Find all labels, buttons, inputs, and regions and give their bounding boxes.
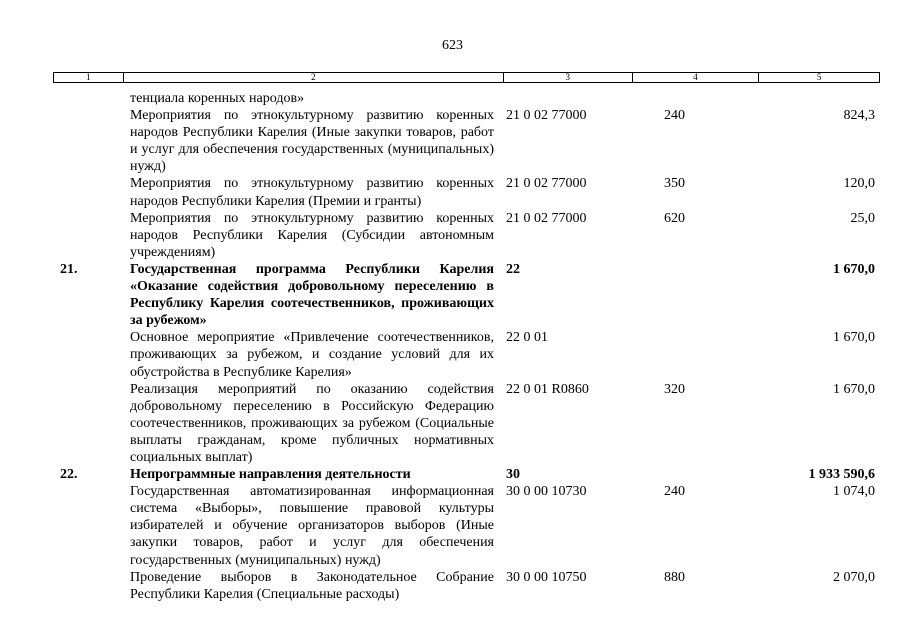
- row-code: 22: [506, 261, 520, 277]
- row-code: 30: [506, 467, 520, 483]
- row-number: 22.: [60, 467, 78, 483]
- row-amount: 120,0: [843, 176, 875, 192]
- row-name: Мероприятия по этнокультурному развитию коренных народов Республики Карелия (Иные закупки товаров, работ и услуг для обеспечения государственных (муниципальных) нужд): [130, 108, 494, 175]
- row-name: Государственная программа Республики Карелия «Оказание содействия добровольному переселению в Республику Карелия соотечественников, проживающих за рубежом»: [130, 261, 494, 329]
- column-header-3: 3: [504, 73, 633, 82]
- row-amount: 2 070,0: [833, 569, 875, 585]
- row-code: 22 0 01: [506, 330, 548, 346]
- row-name: тенциала коренных народов»: [130, 91, 305, 106]
- row-name: Непрограммные направления деятельности: [130, 467, 411, 483]
- table-row: [0, 210, 905, 261]
- row-name: Основное мероприятие «Привлечение соотечественников, проживающих за рубежом, и создание условий для их обустройства в Республике Карелия»: [130, 330, 494, 380]
- row-name: Реализация мероприятий по оказанию содействия добровольному переселению в Российскую Федерацию соотечественников, проживающих за рубежом (Социальные выплаты гражданам, кроме публичных нормативных социальных выплат): [130, 381, 494, 465]
- row-name: Мероприятия по этнокультурному развитию коренных народов Республики Карелия (Субсидии автономным учреждениям): [130, 210, 494, 260]
- table-row: [0, 569, 905, 603]
- row-expense-type: 240: [664, 108, 685, 124]
- row-code: 22 0 01 R0860: [506, 381, 589, 397]
- budget-table: [0, 90, 905, 603]
- page-number: 623: [442, 38, 463, 53]
- row-name: Государственная автоматизированная информационная система «Выборы», повышение правовой культуры избирателей и обучение организаторов выборов (Иные закупки товаров, работ и услуг для обеспечения государственных (муниципальных) нужд): [130, 484, 494, 568]
- row-name: Мероприятия по этнокультурному развитию коренных народов Республики Карелия (Премии и гранты): [130, 176, 494, 209]
- column-header-2: 2: [124, 73, 504, 82]
- table-row: [0, 107, 905, 175]
- table-row: [0, 261, 905, 329]
- row-name: Проведение выборов в Законодательное Собрание Республики Карелия (Специальные расходы): [130, 569, 494, 602]
- row-expense-type: 880: [664, 569, 685, 585]
- row-code: 30 0 00 10730: [506, 484, 587, 500]
- column-header-5: 5: [816, 72, 822, 82]
- table-row: [0, 329, 905, 380]
- column-header-1: 1: [54, 73, 124, 82]
- row-amount: 25,0: [850, 210, 875, 226]
- table-row: [0, 175, 905, 209]
- row-expense-type: 350: [664, 176, 685, 192]
- row-amount: 1 074,0: [833, 484, 875, 500]
- table-row: [0, 483, 905, 568]
- table-row: [0, 466, 905, 483]
- row-amount: 1 670,0: [833, 381, 875, 397]
- row-code: 21 0 02 77000: [506, 108, 587, 124]
- row-expense-type: 620: [664, 210, 685, 226]
- column-header-row: [53, 72, 880, 83]
- row-code: 30 0 00 10750: [506, 569, 587, 585]
- row-code: 21 0 02 77000: [506, 210, 587, 226]
- row-amount: 824,3: [843, 108, 875, 124]
- row-expense-type: 320: [664, 381, 685, 397]
- row-number: 21.: [60, 261, 78, 277]
- row-amount: 1 670,0: [833, 261, 875, 277]
- row-amount: 1 933 590,6: [808, 467, 875, 483]
- row-code: 21 0 02 77000: [506, 176, 587, 192]
- row-expense-type: 240: [664, 484, 685, 500]
- table-row: [0, 381, 905, 466]
- row-amount: 1 670,0: [833, 330, 875, 346]
- column-header-4: 4: [633, 73, 760, 82]
- table-row: [0, 90, 905, 107]
